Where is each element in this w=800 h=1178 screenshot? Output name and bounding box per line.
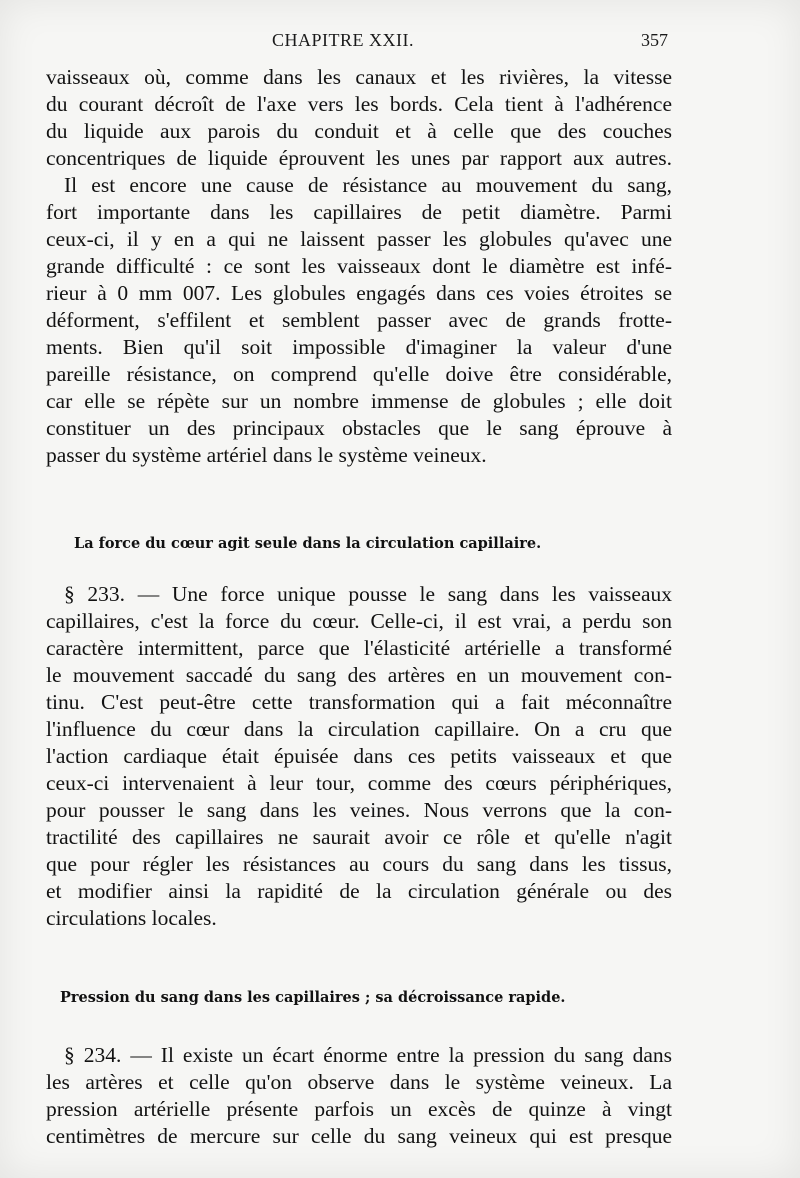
text-line: concentriques de liquide éprouvent les unes par rapport aux autres. — [46, 146, 672, 170]
text-line: les artères et celle qu'on observe dans le système veineux. La — [46, 1070, 672, 1094]
text-line: le mouvement saccadé du sang des artères en un mouvement con- — [46, 663, 672, 687]
text-line: l'action cardiaque était épuisée dans ces petits vaisseaux et que — [46, 744, 672, 768]
section-heading-force-du-coeur: La force du cœur agit seule dans la circulation capillaire. — [74, 535, 542, 552]
paragraph-continued — [46, 64, 672, 172]
text-line: vaisseaux où, comme dans les canaux et les rivières, la vitesse — [46, 65, 672, 89]
text-line: du liquide aux parois du conduit et à celle que des couches — [46, 119, 672, 143]
text-line: pareille résistance, on comprend qu'elle doive être considérable, — [46, 362, 672, 386]
chapter-title: CHAPITRE XXII. — [272, 30, 414, 50]
text-line: ceux-ci, il y en a qui ne laissent passer les globules qu'avec une — [46, 227, 672, 251]
text-line: et modifier ainsi la rapidité de la circulation générale ou des — [46, 879, 672, 903]
section-heading-pression-capillaires: Pression du sang dans les capillaires ; sa décroissance rapide. — [60, 989, 566, 1006]
text-line: circulations locales. — [46, 906, 217, 930]
text-line: rieur à 0 mm 007. Les globules engagés dans ces voies étroites se — [46, 281, 672, 305]
text-line: ments. Bien qu'il soit impossible d'imaginer la valeur d'une — [46, 335, 672, 359]
text-line: ceux-ci intervenaient à leur tour, comme des cœurs périphériques, — [46, 771, 672, 795]
text-line: centimètres de mercure sur celle du sang veineux qui est presque — [46, 1124, 672, 1148]
text-line: capillaires, c'est la force du cœur. Celle-ci, il est vrai, a perdu son — [46, 609, 672, 633]
text-line: pression artérielle présente parfois un excès de quinze à vingt — [46, 1097, 672, 1121]
text-line: pour pousser le sang dans les veines. Nous verrons que la con- — [46, 798, 672, 822]
text-line: grande difficulté : ce sont les vaisseaux dont le diamètre est infé- — [46, 254, 672, 278]
text-line: que pour régler les résistances au cours du sang dans les tissus, — [46, 852, 672, 876]
page-number: 357 — [641, 30, 668, 50]
text-line: Il est encore une cause de résistance au mouvement du sang, — [64, 173, 672, 197]
paragraph-resistance — [46, 172, 672, 469]
text-line: tinu. C'est peut-être cette transformation qui a fait méconnaître — [46, 690, 672, 714]
text-line: déforment, s'effilent et semblent passer avec de grands frotte- — [46, 308, 672, 332]
paragraph-233 — [46, 581, 672, 932]
text-line: fort importante dans les capillaires de petit diamètre. Parmi — [46, 200, 672, 224]
text-line: l'influence du cœur dans la circulation capillaire. On a cru que — [46, 717, 672, 741]
text-line: constituer un des principaux obstacles que le sang éprouve à — [46, 416, 672, 440]
text-line: tractilité des capillaires ne saurait avoir ce rôle et qu'elle n'agit — [46, 825, 672, 849]
text-line: du courant décroît de l'axe vers les bords. Cela tient à l'adhérence — [46, 92, 672, 116]
text-line: caractère intermittent, parce que l'élasticité artérielle a transformé — [46, 636, 672, 660]
running-header — [48, 30, 668, 58]
text-line: § 233. — Une force unique pousse le sang dans les vaisseaux — [64, 582, 672, 606]
text-line: passer du système artériel dans le système veineux. — [46, 443, 487, 467]
text-line: car elle se répète sur un nombre immense de globules ; elle doit — [46, 389, 672, 413]
paragraph-234 — [46, 1042, 672, 1150]
text-line: § 234. — Il existe un écart énorme entre la pression du sang dans — [64, 1043, 672, 1067]
